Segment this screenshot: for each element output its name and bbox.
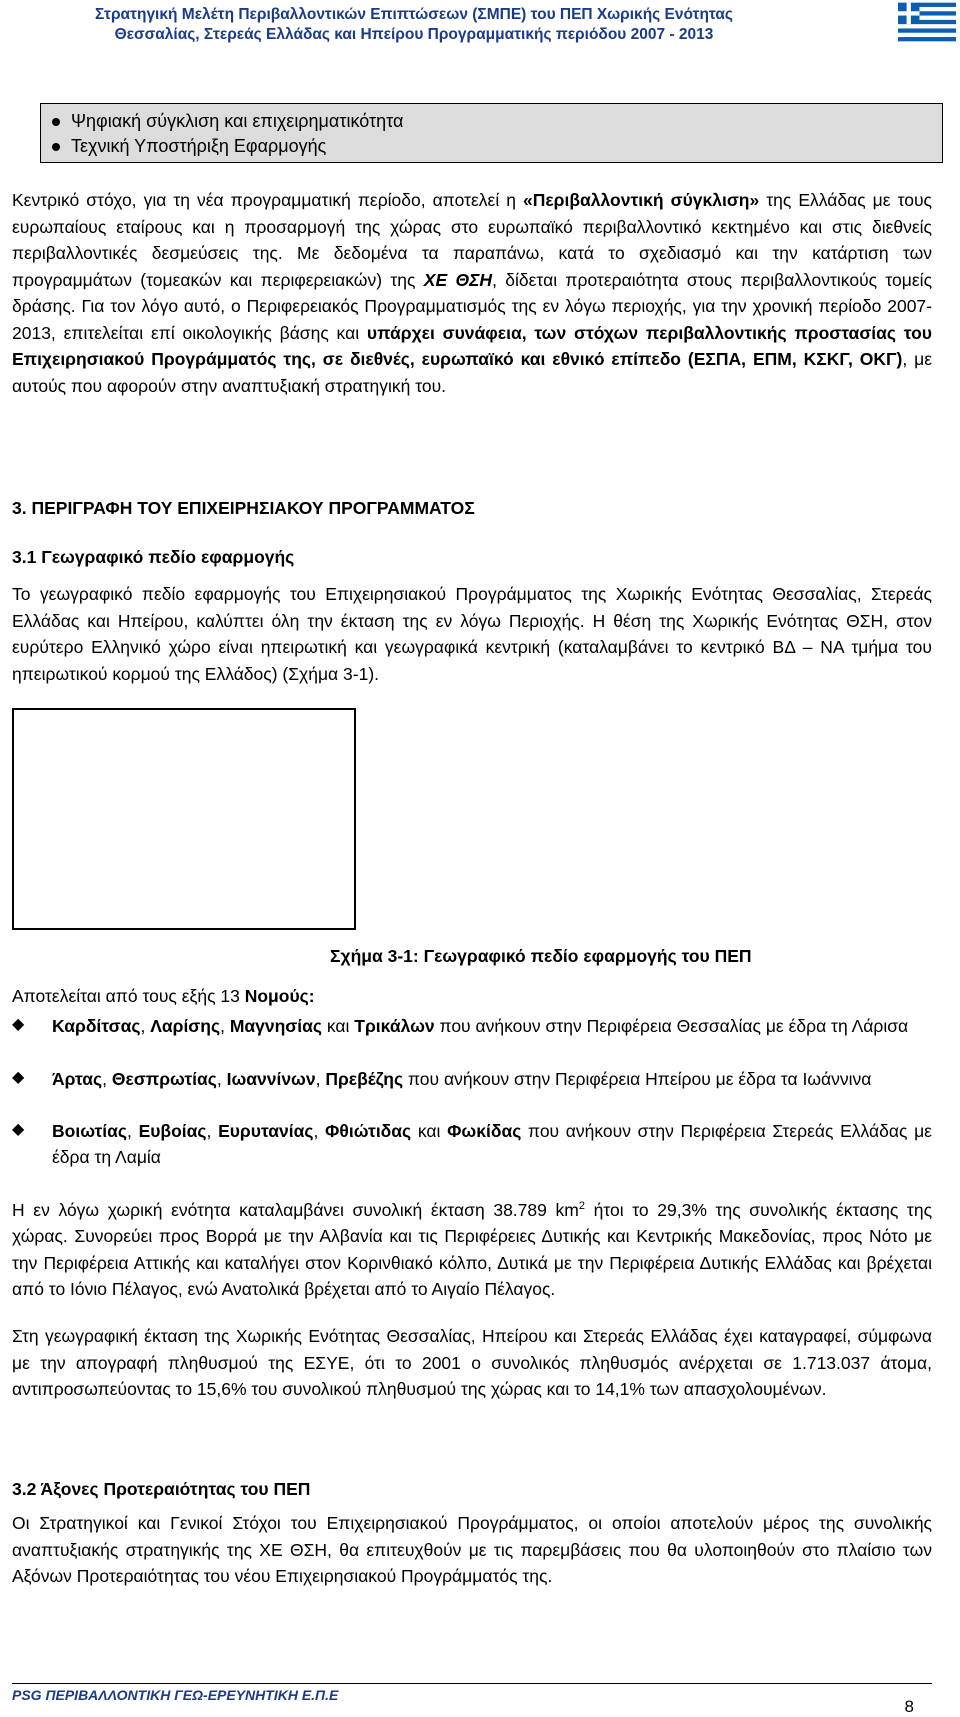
section-heading-3-2: 3.2 Άξονες Προτεραιότητας του ΠΕΠ xyxy=(12,1479,311,1499)
page-header xyxy=(0,0,960,48)
list-item-central-greece: ◆ Βοιωτίας, Ευβοίας, Ευρυτανίας, Φθιώτιδας και Φωκίδας που ανήκουν στην Περιφέρεια Στερεάς Ελλάδας με έδρα τη Λαμία xyxy=(12,1121,932,1167)
paragraph-population: Στη γεωγραφική έκταση της Χωρικής Ενότητας Θεσσαλίας, Ηπείρου και Στερεάς Ελλάδας έχει καταγραφεί, σύμφωνα με την απογραφή πληθυσμού της ΕΣΥΕ, ότι το 2001 ο συνολικός πληθυσμός ανέρχεται σε 1.713.037 άτομα, αντιπροσωπεύοντας το 15,6% του συνολικού πληθυσμού της χώρας και το 14,1% των απασχολουμένων. xyxy=(12,1326,932,1399)
footer-company: PSG ΠΕΡΙΒΑΛΛΟΝΤΙΚΗ ΓΕΩ-ΕΡΕΥΝΗΤΙΚΗ Ε.Π.Ε xyxy=(12,1687,339,1703)
list-item-thessaly: ◆ Καρδίτσας, Λαρίσης, Μαγνησίας και Τρικάλων που ανήκουν στην Περιφέρεια Θεσσαλίας με έδρα τη Λάρισα xyxy=(12,1016,909,1036)
highlighted-list-box xyxy=(40,103,943,163)
header-title-line2: Θεσσαλίας, Στερεάς Ελλάδας και Ηπείρου Προγραμματικής περιόδου 2007 - 2013 xyxy=(114,26,714,43)
diamond-bullet-icon: ◆ xyxy=(12,1121,25,1138)
bullet-icon xyxy=(52,143,60,151)
greek-flag-icon xyxy=(898,2,956,42)
box-list-item: Τεχνική Υποστήριξη Εφαρμογής xyxy=(71,135,326,157)
section-heading-3-1: 3.1 Γεωγραφικό πεδίο εφαρμογής xyxy=(12,547,295,567)
paragraph-environmental-convergence: Κεντρικό στόχο, για τη νέα προγραμματική περίοδο, αποτελεί η «Περιβαλλοντική σύγκλιση» της Ελλάδας με τους ευρωπαίους εταίρους και η προσαρμογή της χώρας στο ευρωπαϊκό περιβαλλοντικό κεκτημένο και στις διεθνείς περιβαλλοντικές δεσμεύσεις της. Με δεδομένα τα παραπάνω, κατά το σχεδιασμό και την κατάρτιση των προγραμμάτων (τομεακών και περιφερειακών) της ΧΕ ΘΣΗ, δίδεται προτεραιότητα στους περιβαλλοντικούς τομείς δράσης. Για τον λόγο αυτό, ο Περιφερειακός Προγραμματισμός της εν λόγω περιοχής, για την χρονική περίοδο 2007-2013, επιτελείται επί οικολογικής βάσης και υπάρχει συνάφεια, των στόχων περιβαλλοντικής προστασίας του Επιχειρησιακού Προγράμματός της, σε διεθνές, ευρωπαϊκό και εθνικό επίπεδο (ΕΣΠΑ, ΕΠΜ, ΚΣΚΓ, ΟΚΓ), με αυτούς που αφορούν στην αναπτυξιακή στρατηγική του. xyxy=(12,190,932,396)
box-list-item: Ψηφιακή σύγκλιση και επιχειρηματικότητα xyxy=(71,110,403,132)
list-item-epirus: ◆ Άρτας, Θεσπρωτίας, Ιωαννίνων, Πρεβέζης που ανήκουν στην Περιφέρεια Ηπείρου με έδρα τα Ιωάννινα xyxy=(12,1069,872,1089)
paragraph-priority-axes: Οι Στρατηγικοί και Γενικοί Στόχοι του Επιχειρησιακού Προγράμματος, οι οποίοι αποτελούν μέρος της συνολικής αναπτυξιακής στρατηγικής της ΧΕ ΘΣΗ, θα επιτευχθούν με τις παρεμβάσεις που θα υλοποιηθούν στο πλαίσιο των Αξόνων Προτεραιότητας του νέου Επιχειρησιακού Προγράμματός της. xyxy=(12,1513,932,1586)
figure-caption: Σχήμα 3-1: Γεωγραφικό πεδίο εφαρμογής του ΠΕΠ xyxy=(330,946,752,966)
diamond-bullet-icon: ◆ xyxy=(12,1016,25,1033)
paragraph-area-borders: Η εν λόγω χωρική ενότητα καταλαμβάνει συνολική έκταση 38.789 $km^2$ ήτοι το 29,3% της συνολικής έκτασης της χώρας. Συνορεύει προς Βορρά με την Αλβανία και τις Περιφέρειες Δυτικής και Κεντρικής Μακεδονίας, προς Νότο με την Περιφέρεια Αττικής και καταλήγει στον Κορινθιακό κόλπο, Δυτικά με την Περιφέρεια Δυτικής Ελλάδας και βρέχεται από το Ιόνιο Πέλαγος, ενώ Ανατολικά βρέχεται από το Αιγαίο Πέλαγος. xyxy=(12,1199,933,1300)
paragraph-geographic-scope: Το γεωγραφικό πεδίο εφαρμογής του Επιχειρησιακού Προγράμματος της Χωρικής Ενότητας Θεσσαλίας, Στερεάς Ελλάδας και Ηπείρου, καλύπτει όλη την έκταση της εν λόγω Περιοχής. Η θέση της Χωρικής Ενότητας ΘΣΗ, στον ευρύτερο Ελληνικό χώρο είναι ηπειρωτική και γεωγραφικά κεντρική (καταλαμβάνει το κεντρικό ΒΔ – ΝΑ τμήμα του ηπειρωτικού κορμού της Ελλάδος) (Σχήμα 3-1). xyxy=(12,584,932,684)
figure-placeholder xyxy=(12,708,356,930)
diamond-bullet-icon: ◆ xyxy=(12,1069,25,1086)
prefectures-intro: Αποτελείται από τους εξής 13 Νομούς: xyxy=(12,986,315,1006)
header-title-line1: Στρατηγική Μελέτη Περιβαλλοντικών Επιπτώσεων (ΣΜΠΕ) του ΠΕΠ Χωρικής Ενότητας xyxy=(94,6,733,23)
bullet-icon xyxy=(52,118,60,126)
section-heading-3: 3. ΠΕΡΙΓΡΑΦΗ ΤΟΥ ΕΠΙΧΕΙΡΗΣΙΑΚΟΥ ΠΡΟΓΡΑΜΜΑΤΟΣ xyxy=(12,498,475,518)
page-number: 8 xyxy=(904,1697,914,1716)
footer-divider xyxy=(12,1683,932,1684)
